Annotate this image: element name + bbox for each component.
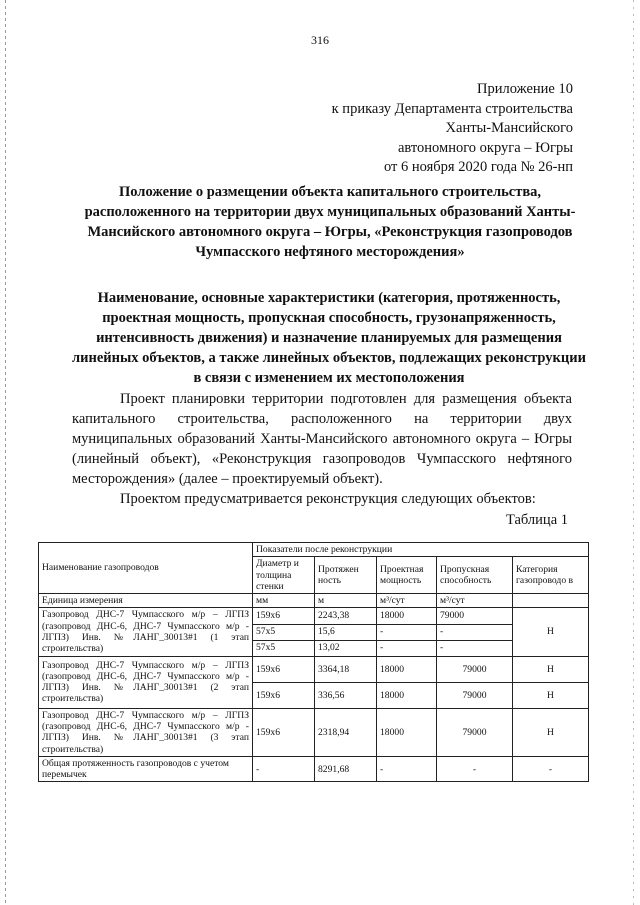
table-cell: 79000 xyxy=(437,682,513,708)
table-row xyxy=(39,708,589,756)
appendix-line: от 6 ноября 2020 года № 26-нп xyxy=(383,159,573,176)
table-cell: - xyxy=(377,640,437,656)
header-cell: Проектная мощность xyxy=(377,557,437,594)
appendix-line: автономного округа – Югры xyxy=(397,139,573,156)
unit-cell: м³/сут xyxy=(437,594,513,608)
table-cell: - xyxy=(437,756,513,782)
header-cell: Диаметр и толщина стенки xyxy=(253,557,315,594)
header-group: Показатели после реконструкции xyxy=(253,543,589,557)
header-cell: Пропускная способность xyxy=(437,557,513,594)
page-number: 316 xyxy=(311,33,329,47)
table-cell: 159x6 xyxy=(253,656,315,682)
pipeline-name: Газопровод ДНС-7 Чумпасского м/р – ЛГПЗ (газопровод ДНС-6, ДНС-7 Чумпасского м/р - ЛГПЗ) Инв. №ЛАНГ_30013#1 (3 этап строительства) xyxy=(39,708,253,756)
table-cell: 8291,68 xyxy=(315,756,377,782)
paragraph: Проектом предусматривается реконструкция следующих объектов: xyxy=(120,491,536,507)
table-cell: 18000 xyxy=(377,708,437,756)
total-label: Общая протяженность газопроводов с учетом перемычек xyxy=(39,756,253,782)
appendix-line: Ханты-Мансийского xyxy=(445,120,573,137)
scan-edge-left xyxy=(5,0,6,905)
unit-cell: м xyxy=(315,594,377,608)
pipelines-table xyxy=(38,542,589,782)
table-row xyxy=(39,656,589,682)
table-cell: - xyxy=(437,624,513,640)
table-cell: - xyxy=(437,640,513,656)
table-cell: 18000 xyxy=(377,656,437,682)
table-cell: 18000 xyxy=(377,608,437,624)
category-cell: Н xyxy=(513,708,589,756)
table-cell: 57x5 xyxy=(253,624,315,640)
units-label: Единица измерения xyxy=(39,594,253,608)
table-header-row xyxy=(39,543,589,557)
table-cell: 3364,18 xyxy=(315,656,377,682)
table-cell: 336,56 xyxy=(315,682,377,708)
table-cell: 79000 xyxy=(437,656,513,682)
header-name-col: Наименование газопроводов xyxy=(39,543,253,594)
table-cell: 13,02 xyxy=(315,640,377,656)
body-text xyxy=(72,389,572,509)
table-cell: 18000 xyxy=(377,682,437,708)
pipeline-name: Газопровод ДНС-7 Чумпасского м/р – ЛГПЗ (газопровод ДНС-6, ДНС-7 Чумпасского м/р - ЛГПЗ) Инв. №ЛАНГ_30013#1 (1 этап строительства) xyxy=(39,608,253,656)
table-cell: 79000 xyxy=(437,708,513,756)
appendix-block xyxy=(332,80,573,178)
table-cell: 2243,38 xyxy=(315,608,377,624)
category-cell: Н xyxy=(513,682,589,708)
table-row xyxy=(39,608,589,624)
total-row xyxy=(39,756,589,782)
table-cell: 159x6 xyxy=(253,608,315,624)
table-caption: Таблица 1 xyxy=(505,512,568,528)
appendix-line: Приложение 10 xyxy=(477,81,573,97)
unit-cell: мм xyxy=(253,594,315,608)
header-cell: Протяжен ность xyxy=(315,557,377,594)
table-cell: - xyxy=(513,756,589,782)
paragraph: Проект планировки территории подготовлен для размещения объекта капитального строительства, расположенного на территории двух муниципальных образований Ханты-Мансийского автономного округа – Югры (линейный объект), «Реконструкция газопроводов Чумпасского нефтяного месторождения» (далее – проектируемый объект). xyxy=(72,391,572,487)
table-cell: 159x6 xyxy=(253,682,315,708)
scan-edge-right xyxy=(633,0,634,905)
document-title: Положение о размещении объекта капитального строительства, расположенного на территории двух муниципальных образований Ханты-Мансийского автономного округа – Югры, «Реконструкция газопроводов Чумпасского нефтяного месторождения» xyxy=(84,184,576,260)
pipeline-name: Газопровод ДНС-7 Чумпасского м/р – ЛГПЗ (газопровод ДНС-6, ДНС-7 Чумпасского м/р - ЛГПЗ) Инв. №ЛАНГ_30013#1 (2 этап строительства) xyxy=(39,656,253,708)
header-cell: Категория газопроводо в xyxy=(513,557,589,594)
category-cell: Н xyxy=(513,656,589,682)
table-cell: - xyxy=(377,624,437,640)
table-cell: 159x6 xyxy=(253,708,315,756)
category-cell: Н xyxy=(513,608,589,656)
table-cell: - xyxy=(377,756,437,782)
unit-cell xyxy=(513,594,589,608)
units-row xyxy=(39,594,589,608)
unit-cell: м³/сут xyxy=(377,594,437,608)
table-cell: - xyxy=(253,756,315,782)
appendix-line: к приказу Департамента строительства xyxy=(331,100,573,117)
table-cell: 79000 xyxy=(437,608,513,624)
section-heading: Наименование, основные характеристики (категория, протяженность, проектная мощность, пропускная способность, грузонапряженность, интенсивность движения) и назначение планируемых для размещения линейных объектов, а также линейных объектов, подлежащих реконструкции в связи с изменением их местоположения xyxy=(72,290,586,386)
table-cell: 15,6 xyxy=(315,624,377,640)
table-cell: 57x5 xyxy=(253,640,315,656)
table-cell: 2318,94 xyxy=(315,708,377,756)
